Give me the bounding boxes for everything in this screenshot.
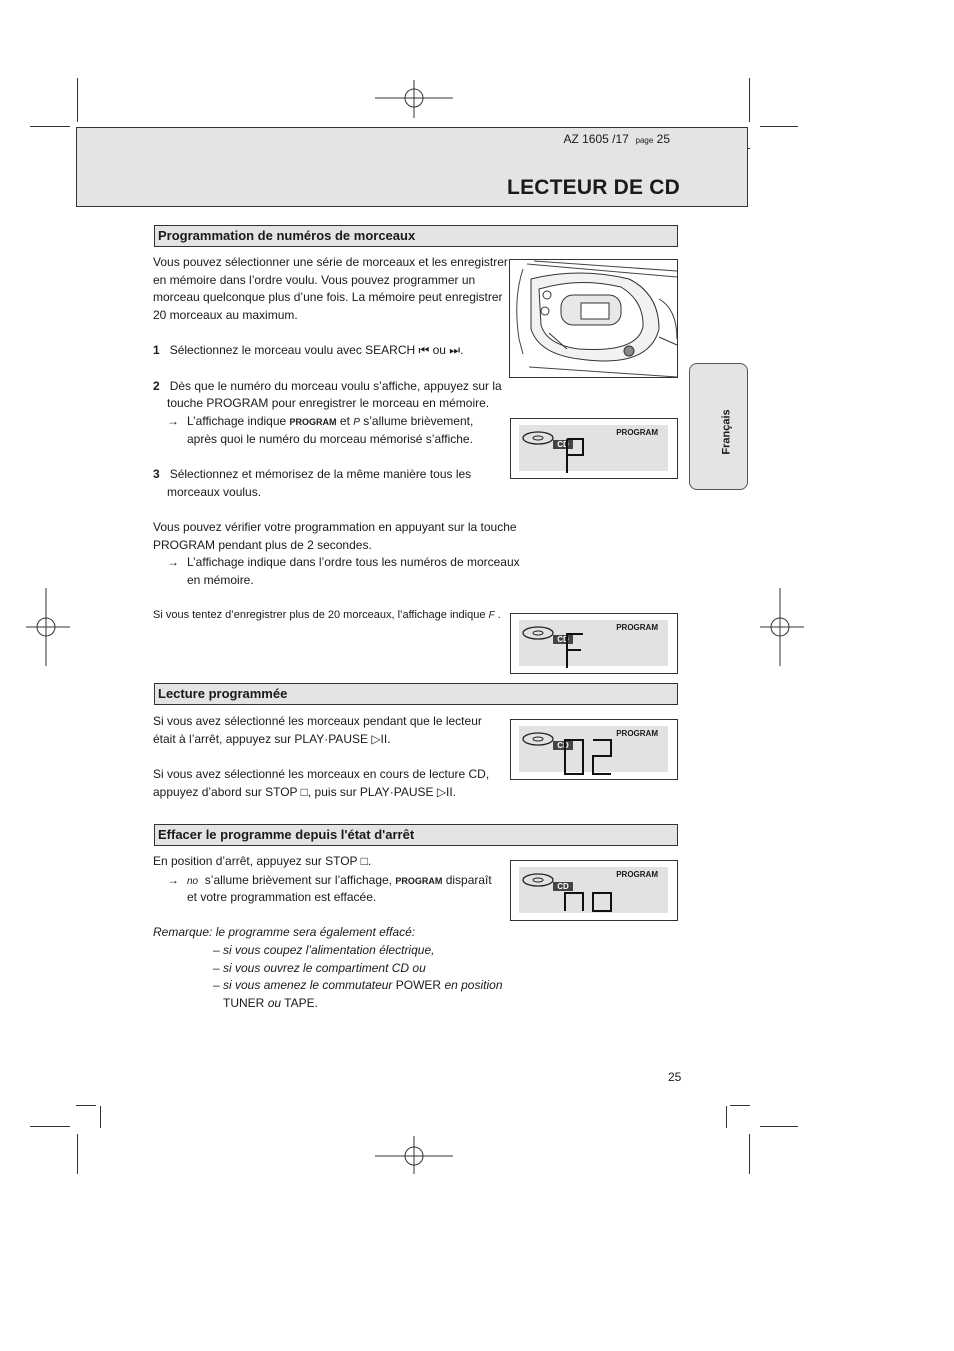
crop-mark [749,1134,750,1174]
crop-mark [77,1134,78,1174]
crop-mark [100,1106,101,1128]
cd-badge: CD [553,635,573,644]
page-word: page [635,136,654,145]
verify-paragraph: Vous pouvez vérifier votre programmation en appuyant sur la touche PROGRAM pendant plus de 2 secondes. [153,520,517,552]
step-3-line2: morceaux voulus. [167,485,262,499]
section-heading: Effacer le programme depuis l'état d'arrêt [154,824,678,846]
lcd-no-symbol: no [187,876,199,887]
step-2: 2 Dès que le numéro du morceau voulu s’affiche, appuyez sur la [153,379,502,393]
section-heading: Programmation de numéros de morceaux [154,225,678,247]
disc-icon [521,873,555,887]
cd-badge: CD [553,440,573,449]
step-2-line2: touche PROGRAM pour enregistrer le morceau en mémoire. [167,396,490,410]
clear-result-line2: et votre programmation est effacée. [187,890,377,904]
crop-mark [749,78,750,122]
disc-icon [521,732,555,746]
disc-icon [521,626,555,640]
language-tab-label: Français [720,409,733,455]
lcd-p-symbol: P [353,417,360,428]
section-heading: Lecture programmée [154,683,678,705]
clear-result: → no s’allume brièvement sur l’affichage, PROGRAM disparaît [167,873,492,887]
lcd-f-symbol: F [488,610,495,621]
language-tab[interactable] [689,363,748,490]
registration-mark [26,588,70,666]
registration-mark [760,588,804,666]
header-page-number: 25 [656,132,670,146]
verify-result-line2: en mémoire. [187,573,254,587]
step-3: 3 Sélectionnez et mémorisez de la même manière tous les [153,467,472,481]
lcd-display-no [510,860,678,921]
verify-result: → L’affichage indique dans l’ordre tous les numéros de morceaux [167,555,520,569]
clear-instruction: En position d’arrêt, appuyez sur STOP □. [153,854,372,868]
lcd-program-label: PROGRAM [616,870,658,879]
lcd-program-label: PROGRAM [616,729,658,738]
note-item: – si vous coupez l’alimentation électrique, [213,943,435,957]
note-item: – si vous ouvrez le compartiment CD ou [213,961,426,975]
step-2-result-line2: après quoi le numéro du morceau mémorisé s’affiche. [187,432,473,446]
crop-mark [730,1105,750,1106]
program-indicator: PROGRAM [289,417,337,427]
crop-mark [76,1105,96,1106]
step-2-result: → L’affichage indique PROGRAM et P s’allume brièvement, [167,414,474,428]
registration-mark [375,80,453,118]
cd-badge: CD [553,741,573,750]
playback-paragraph-2: Si vous avez sélectionné les morceaux en cours de lecture CD, appuyez d’abord sur STOP □, puis sur PLAY·PAUSE ▷II. [153,767,490,799]
model-number: AZ 1605 /17 page 25 [563,132,670,146]
disc-icon [521,431,555,445]
crop-mark [30,1126,70,1127]
note-item: – si vous amenez le commutateur POWER en position [213,978,503,992]
note-heading: Remarque: le programme sera également effacé: [153,925,416,939]
playback-paragraph-1: Si vous avez sélectionné les morceaux pendant que le lecteur était à l’arrêt, appuyez sur PLAY·PAUSE ▷II. [153,714,482,746]
lcd-digits [557,632,597,672]
lcd-display-p [510,418,678,479]
lcd-digits [557,437,597,477]
lcd-digits [559,887,629,917]
page-title: LECTEUR DE CD [507,176,680,199]
crop-mark [760,1126,798,1127]
crop-mark [726,1106,727,1128]
lcd-display-02 [510,719,678,780]
cd-player-illustration [509,259,678,378]
registration-mark [375,1136,453,1174]
intro-paragraph: Vous pouvez sélectionner une série de morceaux et les enregistrer en mémoire dans l’ordre voulu. Vous pouvez programmer un morceau quelconque plus d’une fois. La mémoire peut enregistrer 20 morceaux au maximum. [153,255,508,322]
program-indicator: PROGRAM [395,876,443,886]
lcd-digits [559,738,629,778]
lcd-program-label: PROGRAM [616,623,658,632]
crop-mark [30,126,70,127]
crop-mark [77,78,78,122]
page-number: 25 [668,1070,682,1084]
cd-badge: CD [553,882,573,891]
step-1: 1 Sélectionnez le morceau voulu avec SEARCH ⏮ ou ⏭. [153,343,464,357]
overflow-note: Si vous tentez d’enregistrer plus de 20 morceaux, l’affichage indique F . [153,609,501,621]
lcd-program-label: PROGRAM [616,428,658,437]
crop-mark [760,126,798,127]
lcd-display-f [510,613,678,674]
note-item-line2: TUNER ou TAPE. [223,996,318,1010]
